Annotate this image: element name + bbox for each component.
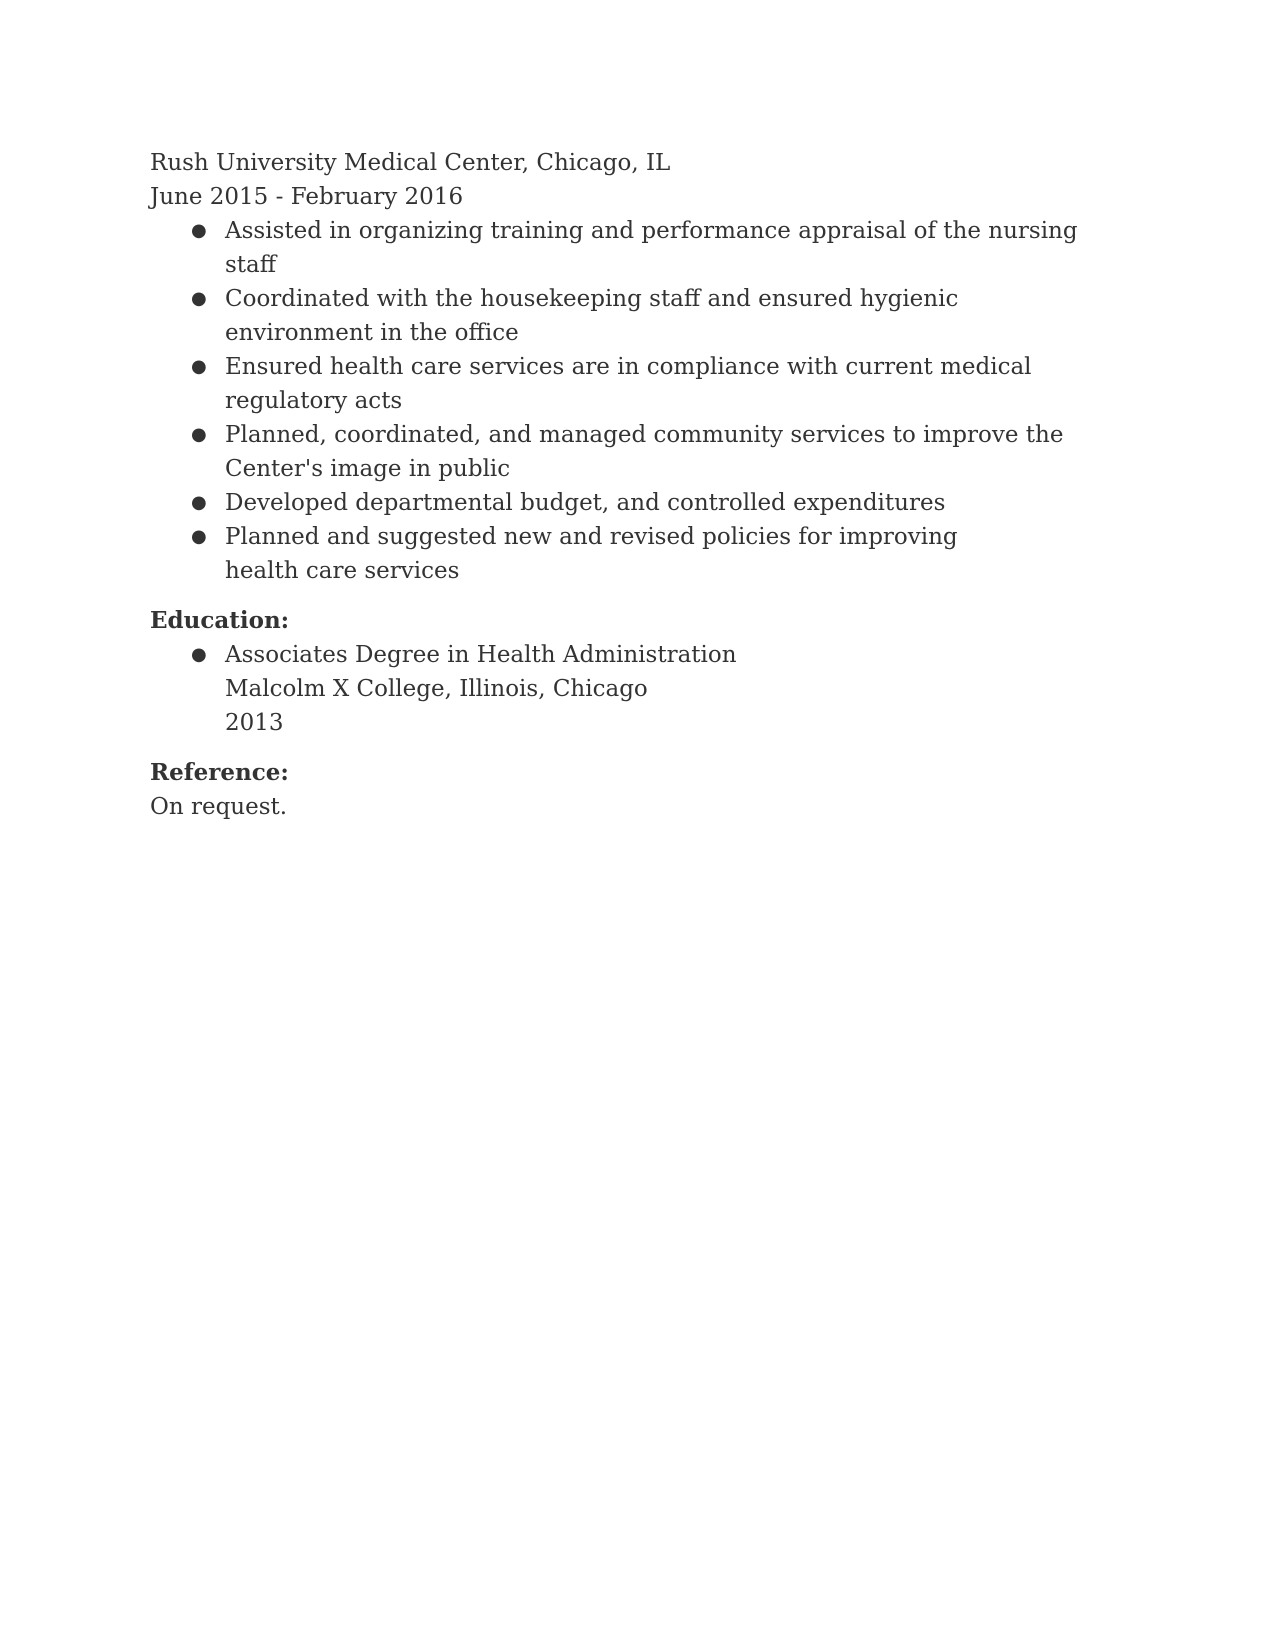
bullet-dot-icon: ● (191, 288, 207, 309)
reference-text: On request. (150, 794, 288, 820)
employer-line: Rush University Medical Center, Chicago, IL (150, 150, 671, 176)
bullet-text: Planned and suggested new and revised policies for improving health care services (225, 524, 958, 584)
education-entry (225, 638, 1130, 740)
graduation-year: 2013 (225, 710, 284, 736)
bullet-text: Ensured health care services are in compliance with current medical regulatory acts (225, 354, 1032, 414)
list-item (150, 520, 1130, 588)
education-bullet-list (150, 638, 1130, 740)
experience-bullet-list (150, 214, 1130, 588)
bullet-text: Developed departmental budget, and controlled expenditures (225, 490, 946, 516)
bullet-dot-icon: ● (191, 492, 207, 513)
bullet-text: Coordinated with the housekeeping staff and ensured hygienic environment in the office (225, 286, 959, 346)
list-item (150, 418, 1130, 486)
employment-dates: June 2015 - February 2016 (150, 184, 464, 210)
resume-content (150, 146, 1130, 824)
education-heading: Education: (150, 607, 290, 634)
bullet-dot-icon: ● (191, 356, 207, 377)
list-item (150, 214, 1130, 282)
bullet-dot-icon: ● (191, 526, 207, 547)
list-item (150, 350, 1130, 418)
bullet-dot-icon: ● (191, 424, 207, 445)
degree-title: Associates Degree in Health Administration (225, 642, 737, 668)
list-item (150, 638, 1130, 740)
list-item (150, 282, 1130, 350)
bullet-dot-icon: ● (191, 220, 207, 241)
bullet-dot-icon: ● (191, 644, 207, 665)
reference-heading: Reference: (150, 759, 289, 786)
bullet-text: Assisted in organizing training and performance appraisal of the nursing staff (225, 218, 1078, 278)
list-item (150, 486, 1130, 520)
bullet-text: Planned, coordinated, and managed community services to improve the Center's image in public (225, 422, 1064, 482)
school-name: Malcolm X College, Illinois, Chicago (225, 676, 648, 702)
